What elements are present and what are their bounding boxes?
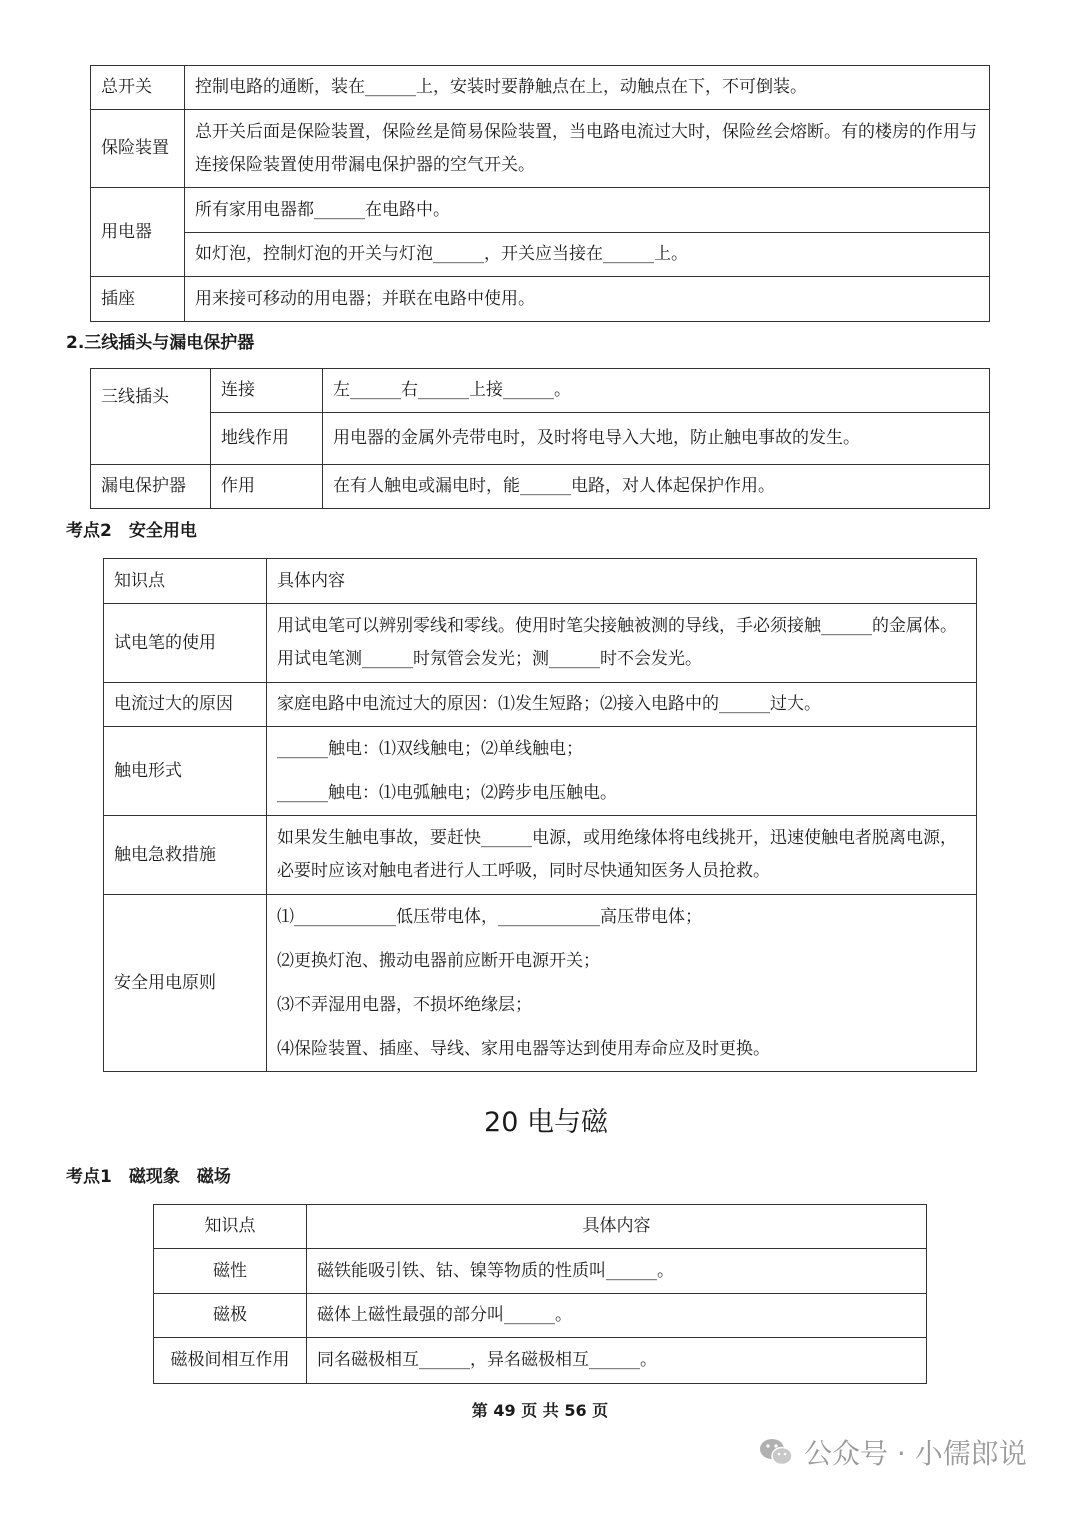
content-line: ⑵更换灯泡、搬动电器前应断开电源开关；: [277, 951, 600, 971]
row-label: 试电笔的使用: [104, 604, 267, 683]
row-content: 控制电路的通断，装在______上，安装时要静触点在上，动触点在下，不可倒装。: [185, 66, 990, 110]
content-line: ⑷保险装置、插座、导线、家用电器等达到使用寿命应及时更换。: [277, 1039, 770, 1059]
row-content: 如灯泡，控制灯泡的开关与灯泡______，开关应当接在______上。: [185, 233, 990, 277]
row-content: 如果发生触电事故，要赶快______电源，或用绝缘体将电线挑开，迅速使触电者脱离电源，必要时应该对触电者进行人工呼吸，同时尽快通知医务人员抢救。: [267, 816, 977, 895]
row-label: 触电形式: [104, 727, 267, 816]
section-heading: 考点1 磁现象 磁场: [66, 1167, 231, 1187]
row-content: 左______右______上接______。: [323, 369, 990, 413]
header-cell: 具体内容: [307, 1205, 927, 1249]
row-content: 磁体上磁性最强的部分叫______。: [307, 1294, 927, 1338]
row-label: 漏电保护器: [91, 465, 211, 509]
content-line: ______触电：⑴双线触电；⑵单线触电；: [277, 739, 583, 759]
row-content: 用来接可移动的用电器；并联在电路中使用。: [185, 277, 990, 322]
three-wire-plug-table: [90, 368, 990, 509]
section-heading: 考点2 安全用电: [66, 521, 197, 541]
row-label: 总开关: [91, 66, 185, 110]
row-label: 三线插头: [91, 369, 211, 465]
row-label: 磁极: [154, 1294, 307, 1338]
watermark-text: 公众号 · 小儒郎说: [804, 1437, 1027, 1470]
row-sublabel: 连接: [211, 369, 323, 413]
magnetism-table: [153, 1204, 927, 1384]
header-cell: 具体内容: [267, 559, 977, 604]
row-label: 磁极间相互作用: [154, 1338, 307, 1384]
content-line: ______触电：⑴电弧触电；⑵跨步电压触电。: [277, 783, 617, 803]
row-sublabel: 地线作用: [211, 413, 323, 465]
section-heading: 2.三线插头与漏电保护器: [66, 333, 255, 353]
row-content: 用试电笔可以辨别零线和零线。使用时笔尖接触被测的导线，手必须接触______的金属体。用试电笔测______时氖管会发光；测______时不会发光。: [267, 604, 977, 683]
row-label: 磁性: [154, 1249, 307, 1294]
content-line: ⑶不弄湿用电器，不损坏绝缘层；: [277, 995, 532, 1015]
row-sublabel: 作用: [211, 465, 323, 509]
row-content: 所有家用电器都______在电路中。: [185, 188, 990, 233]
row-label: 用电器: [91, 188, 185, 277]
content-line: ⑴____________低压带电体，____________高压带电体；: [277, 907, 702, 927]
row-content: [267, 727, 977, 816]
row-content: 在有人触电或漏电时，能______电路，对人体起保护作用。: [323, 465, 990, 509]
header-cell: 知识点: [104, 559, 267, 604]
row-content: [267, 895, 977, 1072]
household-circuit-table: [90, 65, 990, 322]
chapter-title: 20 电与磁: [484, 1107, 608, 1138]
row-label: 插座: [91, 277, 185, 322]
row-content: 磁铁能吸引铁、钴、镍等物质的性质叫______。: [307, 1249, 927, 1294]
row-label: 触电急救措施: [104, 816, 267, 895]
wechat-icon: [758, 1436, 794, 1468]
row-label: 电流过大的原因: [104, 683, 267, 727]
row-label: 保险装置: [91, 110, 185, 188]
row-content: 总开关后面是保险装置，保险丝是简易保险装置，当电路电流过大时，保险丝会熔断。有的楼房的作用与连接保险装置使用带漏电保护器的空气开关。: [185, 110, 990, 188]
watermark: [758, 1432, 1027, 1472]
row-content: 家庭电路中电流过大的原因：⑴发生短路；⑵接入电路中的______过大。: [267, 683, 977, 727]
row-label: 安全用电原则: [104, 895, 267, 1072]
row-content: 用电器的金属外壳带电时，及时将电导入大地，防止触电事故的发生。: [323, 413, 990, 465]
header-cell: 知识点: [154, 1205, 307, 1249]
row-content: 同名磁极相互______，异名磁极相互______。: [307, 1338, 927, 1384]
safe-electricity-table: [103, 558, 977, 1072]
page-footer: 第 49 页 共 56 页: [471, 1401, 609, 1420]
